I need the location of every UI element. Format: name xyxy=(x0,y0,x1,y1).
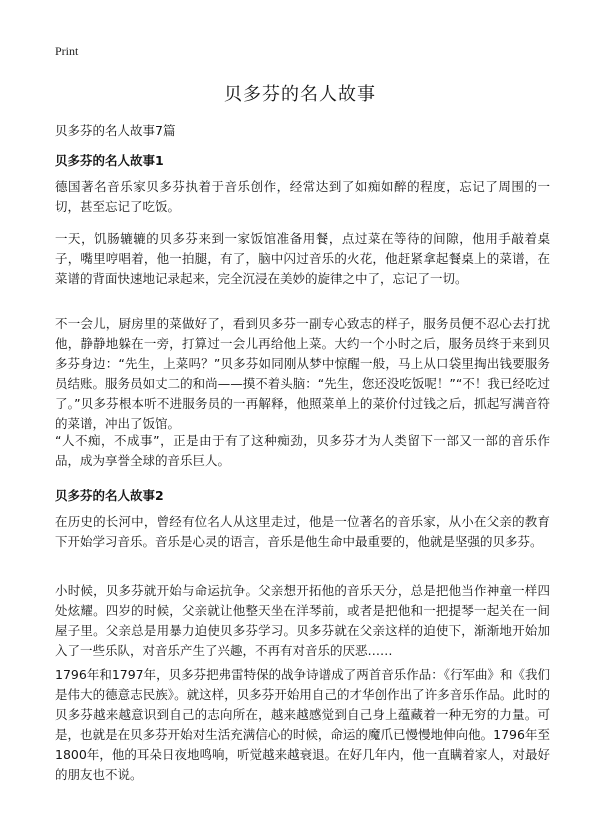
section-1-paragraph-3: 不一会儿，厨房里的菜做好了，看到贝多芬一副专心致志的样子，服务员便不忍心去打扰他，静静地躲在一旁，打算过一会儿再给他上菜。大约一个小时之后，服务员终于来到贝多芬身边：“先生，上菜吗？”贝多芬如同刚从梦中惊醒一般，马上从口袋里掏出钱要服务员结账。服务员如丈二的和尚——摸不着头脑：“先生，您还没吃饭呢！”“不！我已经吃过了。”贝多芬根本听不进服务员的一再解释，他照菜单上的菜价付过钱之后，抓起写满音符的菜谱，冲出了饭馆。 xyxy=(55,316,550,431)
section-2-paragraph-3: 1796年和1797年，贝多芬把弗雷特保的战争诗谱成了两首音乐作品：《行军曲》和《我们是伟大的德意志民族》。就这样，贝多芬开始用自己的才华创作出了许多音乐作品。此时的贝多芬越来越意识到自己的志向所在，越来越感觉到自己身上蕴藏着一种无穷的力量。可是，也就是在贝多芬开始对生活充满信心的时候，命运的魔爪已慢慢地伸向他。1796年至1800年，他的耳朵日夜地鸣响，听觉越来越衰退。在好几年内，他一直瞒着家人，对最好的朋友也不说。 xyxy=(55,667,550,782)
section-1-paragraph-4: “人不痴，不成事”，正是由于有了这种痴劲，贝多芬才为人类留下一部又一部的音乐作品，成为享誉全球的音乐巨人。 xyxy=(55,433,550,468)
section-1-paragraph-1: 德国著名音乐家贝多芬执着于音乐创作，经常达到了如痴如醉的程度，忘记了周围的一切，甚至忘记了吃饭。 xyxy=(55,179,550,214)
section-2-paragraph-1: 在历史的长河中，曾经有位名人从这里走过，他是一位著名的音乐家，从小在父亲的教育下开始学习音乐。音乐是心灵的语言，音乐是他生命中最重要的，他就是坚强的贝多芬。 xyxy=(55,514,550,549)
print-label: Print xyxy=(55,44,79,58)
page-title: 贝多芬的名人故事 xyxy=(224,84,376,105)
document-subtitle: 贝多芬的名人故事7篇 xyxy=(55,123,176,138)
section-2-paragraph-2: 小时候，贝多芬就开始与命运抗争。父亲想开拓他的音乐天分，总是把他当作神童一样四处炫耀。四岁的时候，父亲就让他整天坐在洋琴前，或者是把他和一把提琴一起关在一间屋子里。父亲总是用暴力迫使贝多芬学习。贝多芬就在父亲这样的迫使下，渐渐地开始加入了一些乐队，对音乐产生了兴趣，不再有对音乐的厌恶…… xyxy=(55,583,550,658)
section-2-heading: 贝多芬的名人故事2 xyxy=(55,488,164,503)
section-1-paragraph-2: 一天，饥肠辘辘的贝多芬来到一家饭馆准备用餐，点过菜在等待的间隙，他用手敲着桌子，嘴里哼唱着，他一拍腿，有了，脑中闪过音乐的火花，他赶紧拿起餐桌上的菜谱，在菜谱的背面快速地记录起来，完全沉浸在美妙的旋律之中了，忘记了一切。 xyxy=(55,231,550,286)
section-1-heading: 贝多芬的名人故事1 xyxy=(55,153,164,168)
